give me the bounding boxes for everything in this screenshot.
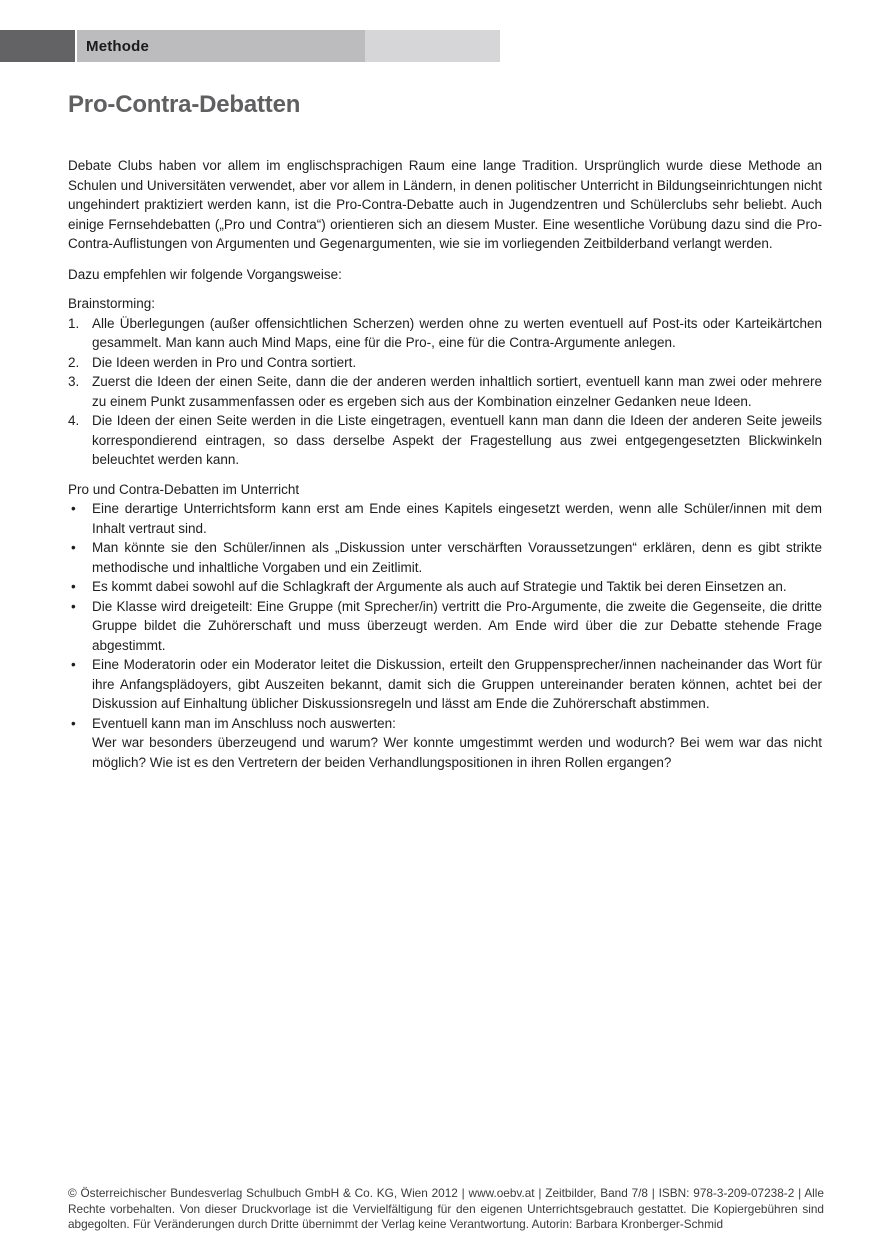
header-accent-block (0, 30, 75, 62)
copyright-text: © Österreichischer Bundesverlag Schulbuch GmbH & Co. KG, Wien 2012 | www.oebv.at | Zeitbilder, Band 7/8 | ISBN: 978-3-209-07238-2 | Alle Rechte vorbehalten. Von dieser Druckvorlage ist die Vervielfältigung für den eigenen Unterrichtsgebrauch gestattet. Die Kopiergebühren sind abgegolten. Für Veränderungen durch Dritte übernimmt der Verlag keine Verantwortung. Autorin: Barbara Kronberger-Schmid (68, 1186, 824, 1232)
recommendation-lead: Dazu empfehlen wir folgende Vorgangsweise: (68, 266, 342, 282)
header-tab-label: Methode (86, 37, 150, 55)
brainstorming-step-3: Zuerst die Ideen der einen Seite, dann die der anderen werden inhaltlich sortiert, eventuell kann man zwei oder mehrere zu einem Punkt zusammenfassen oder es ergeben sich aus der Kombination einzelner Gedanken neue Ideen. (92, 374, 822, 409)
page-header (0, 30, 890, 62)
page-title: Pro-Contra-Debatten (68, 91, 301, 118)
classroom-bullet-5: • Eine Moderatorin oder ein Moderator leitet die Diskussion, erteilt den Gruppensprecher/innen nacheinander das Wort für ihre Anfangsplädoyers, gibt Auszeiten bekannt, damit sich die Gruppen untereinander beraten können, achtet bei der Diskussion auf Einhaltung üblicher Diskussionsregeln und lässt am Ende die Zuhörerschaft abstimmen. (68, 655, 822, 714)
brainstorming-heading: Brainstorming: (68, 296, 156, 311)
main-content (68, 62, 822, 772)
brainstorming-step-1: Alle Überlegungen (außer offensichtlichen Scherzen) werden ohne zu werten eventuell auf Post-its oder Karteikärtchen gesammelt. Man kann auch Mind Maps, eine für die Pro-, eine für die Contra-Argumente anlegen. (92, 315, 822, 350)
brainstorming-steps-list (68, 314, 822, 470)
classroom-bullet-3: • Es kommt dabei sowohl auf die Schlagkraft der Argumente als auch auf Strategie und Taktik bei deren Einsetzen an. (68, 577, 822, 597)
classroom-bullet-4: • Die Klasse wird dreigeteilt: Eine Gruppe (mit Sprecher/in) vertritt die Pro-Argumente, die zweite die Gegenseite, die dritte Gruppe bildet die Zuhörerschaft und muss überzeugt werden. Am Ende wird über die zur Debatte stehende Frage abgestimmt. (68, 597, 822, 656)
classroom-bullet-6 (68, 714, 822, 773)
classroom-bullet-1: • Eine derartige Unterrichtsform kann erst am Ende eines Kapitels eingesetzt werden, wenn alle Schüler/innen mit dem Inhalt vertraut sind. (68, 499, 822, 538)
classroom-heading: Pro und Contra-Debatten im Unterricht (68, 481, 300, 497)
classroom-bullet-6-text: • Eventuell kann man im Anschluss noch auswerten: (92, 715, 396, 731)
classroom-bullet-2: • Man könnte sie den Schüler/innen als „Diskussion unter verschärften Voraussetzungen“ erklären, denn es gibt strikte methodische und inhaltliche Vorgaben und ein Zeitlimit. (68, 538, 822, 577)
intro-paragraph: Debate Clubs haben vor allem im englischsprachigen Raum eine lange Tradition. Ursprünglich wurde diese Methode an Schulen und Universitäten verwendet, aber vor allem in Ländern, in denen politischer Unterricht in Bildungseinrichtungen nicht ungehindert praktiziert werden kann, ist die Pro-Contra-Debatte auch in Jugendzentren und Schülerclubs sehr beliebt. Auch einige Fernsehdebatten („Pro und Contra“) orientieren sich an diesem Muster. Eine wesentliche Vorübung dazu sind die Pro-Contra-Auflistungen von Argumenten und Gegenargumenten, wie sie im vorliegenden Zeitbilderband verlangt werden. (68, 158, 822, 251)
classroom-bullets-list (68, 499, 822, 772)
header-tab-extension (365, 30, 500, 62)
header-tab-methode (77, 30, 365, 62)
brainstorming-step-4: Die Ideen der einen Seite werden in die Liste eingetragen, eventuell kann man dann die Ideen der anderen Seite jeweils korrespondierend eintragen, so dass derselbe Aspekt der Fragestellung aus zwei entgegengesetzten Blickwinkeln beleuchtet werden kann. (92, 413, 822, 467)
classroom-bullet-6-followup: Wer war besonders überzeugend und warum? Wer konnte umgestimmt werden und wodurch? Bei wem war das nicht möglich? Wie ist es den Vertretern der beiden Verhandlungspositionen in ihren Rollen ergangen? (92, 735, 822, 770)
page-footer (68, 1186, 824, 1233)
brainstorming-step-2: Die Ideen werden in Pro und Contra sortiert. (92, 354, 357, 370)
